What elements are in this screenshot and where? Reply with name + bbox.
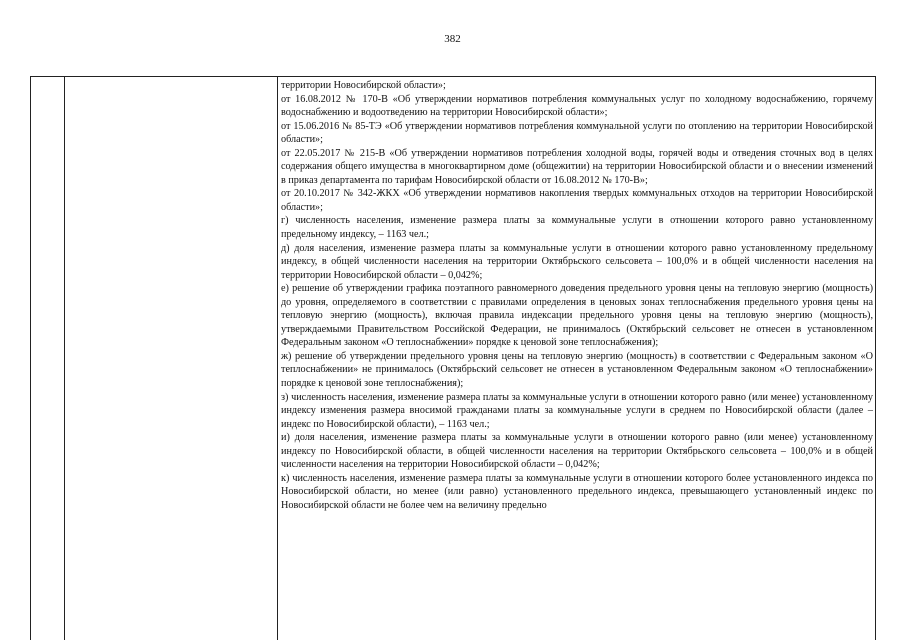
text-paragraph: г) численность населения, изменение размера платы за коммунальные услуги в отношении которого равно установленному предельному индексу, – 1163 чел.; xyxy=(281,215,873,241)
text-paragraph: от 22.05.2017 № 215-В «Об утверждении нормативов потребления холодной воды, горячей воды и отведения сточных вод в целях содержания общего имущества в многоквартирном доме (общежитии) на территории Новосибирской области и о внесении изменений в приказ департамента по тарифам Новосибирской области от 16.08.2012 № 170-В»; xyxy=(281,147,873,186)
table-column-name xyxy=(65,77,278,640)
document-table xyxy=(30,76,876,640)
table-column-number xyxy=(31,77,65,640)
text-paragraph: от 15.06.2016 № 85-ТЭ «Об утверждении нормативов потребления коммунальной услуги по отоплению на территории Новосибирской области»; xyxy=(281,120,873,146)
table-column-text xyxy=(281,79,873,513)
text-paragraph: от 16.08.2012 № 170-В «Об утверждении нормативов потребления коммунальных услуг по холодному водоснабжению, горячему водоснабжению и водоотведению на территории Новосибирской области»; xyxy=(281,93,873,119)
text-paragraph: от 20.10.2017 № 342-ЖКХ «Об утверждении нормативов накопления твердых коммунальных отходов на территории Новосибирской области»; xyxy=(281,188,873,213)
text-paragraph: е) решение об утверждении графика поэтапного равномерного доведения предельного уровня цены на тепловую энергию (мощность) до уровня, определяемого в соответствии с правилами определения в ценовых зонах теплоснабжения предельного уровня цены на тепловую энергию (мощность), включая правила индексации предельного уровня цены на тепловую энергию (мощность), утверждаемыми Правительством Российской Федерации, не принималось (Октябрьский сельсовет не отнесен в установленном Федеральным законом «О теплоснабжении» порядке к ценовой зоне теплоснабжения); xyxy=(281,283,873,349)
text-paragraph: территории Новосибирской области»; xyxy=(281,80,446,91)
text-paragraph: ж) решение об утверждении предельного уровня цены на тепловую энергию (мощность) в соответствии с Федеральным законом «О теплоснабжении» не принималось (Октябрьский сельсовет не отнесен в установленном Федеральным законом «О теплоснабжении» порядке к ценовой зоне теплоснабжения); xyxy=(281,350,873,390)
text-paragraph: з) численность населения, изменение размера платы за коммунальные услуги в отношении которого равно (или менее) установленному индексу изменения размера вносимой гражданами платы за коммунальные услуги в среднем по Новосибирской области (далее – индекс по Новосибирской области), – 1163 чел.; xyxy=(281,391,873,430)
text-paragraph: д) доля населения, изменение размера платы за коммунальные услуги в отношении которого равно установленному предельному индексу, в общей численности населения на территории Октябрьского сельсовета – 100,0% и в общей численности населения на территории Новосибирской области – 0,042%; xyxy=(281,242,873,281)
page-number: 382 xyxy=(444,33,461,45)
text-paragraph: и) доля населения, изменение размера платы за коммунальные услуги в отношении которого равно (или менее) установленному индексу по Новосибирской области, в общей численности населения на территории Октябрьского сельсовета – 100,0% и в общей численности населения на территории Новосибирской области – 0,042%; xyxy=(281,432,873,471)
text-paragraph: к) численность населения, изменение размера платы за коммунальные услуги в отношении которого более установленного индекса по Новосибирской области, но менее (или равно) установленного предельного индекса, превышающего установленный индекс по Новосибирской области не более чем на величину предельно xyxy=(281,472,873,511)
